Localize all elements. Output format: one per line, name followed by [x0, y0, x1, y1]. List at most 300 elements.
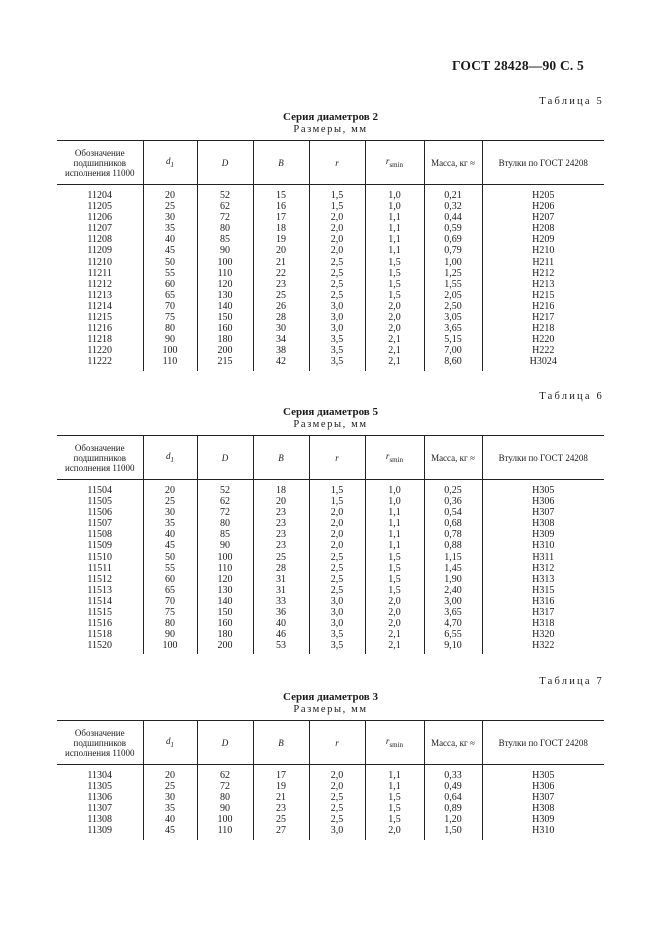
table-cell: 2,0 [309, 223, 365, 234]
table-row [57, 814, 604, 825]
table-cell: H317 [532, 607, 555, 619]
table-cell: 1,15 [424, 552, 482, 563]
table-cell: 60 [143, 279, 197, 290]
table-cell: 55 [143, 268, 197, 279]
table-cell: H309 [532, 814, 555, 826]
col-r [309, 141, 365, 185]
table-cell: 11512 [57, 574, 143, 585]
table-cell: 2,5 [309, 814, 365, 825]
table-cell: 2,0 [309, 540, 365, 551]
table-row [57, 518, 604, 529]
table-cell: 140 [197, 301, 253, 312]
table-cell: 1,5 [365, 814, 424, 825]
table-cell: 11514 [57, 596, 143, 607]
table-cell: 1,5 [365, 279, 424, 290]
table-cell: 90 [143, 334, 197, 345]
table-cell: 23 [253, 540, 309, 551]
table-cell: 11304 [57, 765, 143, 782]
table-cell: 6,55 [424, 629, 482, 640]
col-D [197, 721, 253, 765]
table-label: Таблица 7 [539, 676, 604, 687]
table-cell: 1,5 [309, 496, 365, 507]
table-cell: 21 [253, 792, 309, 803]
table-row [57, 334, 604, 345]
table-cell: H205 [532, 190, 555, 201]
table-cell: 2,5 [309, 257, 365, 268]
table-cell: 0,32 [424, 201, 482, 212]
table-cell: 11207 [57, 223, 143, 234]
col-d1-sub: 1 [170, 455, 174, 464]
table-cell: 9,10 [424, 640, 482, 654]
table-cell: 1,5 [365, 792, 424, 803]
table-cell: 18 [253, 223, 309, 234]
table-cell: 35 [143, 518, 197, 529]
table-cell: 33 [253, 596, 309, 607]
col-mass: Масса, кг ≈ [424, 721, 482, 765]
table-cell: 2,0 [365, 596, 424, 607]
table-cell: 20 [143, 480, 197, 497]
table-cell: 11515 [57, 607, 143, 618]
table-cell: 50 [143, 552, 197, 563]
table-cell: 110 [197, 825, 253, 839]
table-cell: 45 [143, 825, 197, 839]
table-cell: H308 [532, 803, 555, 815]
bearing-table [57, 720, 604, 840]
col-rsmin-sub: smin [389, 160, 404, 169]
table-cell: 11209 [57, 245, 143, 256]
col-d1-symbol: d [166, 735, 171, 746]
page-header: ГОСТ 28428—90 С. 5 [451, 58, 584, 73]
table-cell: 35 [143, 223, 197, 234]
table-cell: H308 [532, 518, 555, 530]
table-cell: 110 [197, 563, 253, 574]
table-cell: 3,5 [309, 345, 365, 356]
table-row [57, 496, 604, 507]
col-r [309, 436, 365, 480]
table-row [57, 301, 604, 312]
table-cell: 2,0 [365, 607, 424, 618]
table-cell: 30 [143, 212, 197, 223]
col-sleeves: Втулки по ГОСТ 24208 [482, 141, 604, 185]
table-cell: H312 [532, 562, 555, 574]
col-mass: Масса, кг ≈ [424, 141, 482, 185]
table-cell: 90 [197, 540, 253, 551]
table-cell: 120 [197, 574, 253, 585]
table-cell: 3,0 [309, 323, 365, 334]
table-cell: 26 [253, 301, 309, 312]
table-cell: 80 [197, 792, 253, 803]
table-label: Таблица 6 [539, 391, 604, 402]
table-cell: 0,79 [424, 245, 482, 256]
table-7-section [57, 676, 604, 840]
table-6-section [57, 391, 604, 654]
table-cell: 55 [143, 563, 197, 574]
table-cell: 60 [143, 574, 197, 585]
table-cell: 1,5 [365, 290, 424, 301]
table-cell: 0,49 [424, 781, 482, 792]
col-mass: Масса, кг ≈ [424, 436, 482, 480]
table-cell: 0,78 [424, 529, 482, 540]
table-cell: 3,0 [309, 607, 365, 618]
table-cell: 8,60 [424, 356, 482, 370]
table-cell: 160 [197, 323, 253, 334]
table-cell: 2,0 [309, 518, 365, 529]
table-cell: 11206 [57, 212, 143, 223]
table-row [57, 279, 604, 290]
table-row [57, 257, 604, 268]
table-cell: 85 [197, 234, 253, 245]
table-cell: 11211 [57, 268, 143, 279]
table-cell: 36 [253, 607, 309, 618]
col-r [309, 721, 365, 765]
table-cell: 130 [197, 290, 253, 301]
table-cell: 180 [197, 629, 253, 640]
table-cell: 2,5 [309, 552, 365, 563]
col-d1 [143, 721, 197, 765]
table-cell: 1,1 [365, 212, 424, 223]
table-cell: 52 [197, 185, 253, 202]
table-cell: 11212 [57, 279, 143, 290]
table-cell: 215 [197, 356, 253, 370]
table-cell: H222 [532, 345, 555, 357]
table-cell: 25 [253, 552, 309, 563]
table-cell: 27 [253, 825, 309, 839]
table-cell: H216 [532, 300, 555, 312]
table-cell: 1,1 [365, 540, 424, 551]
table-cell: 11508 [57, 529, 143, 540]
table-cell: 2,0 [309, 529, 365, 540]
col-d1-sub: 1 [170, 740, 174, 749]
table-cell: 1,1 [365, 223, 424, 234]
table-header-row [57, 436, 604, 480]
table-cell: 11305 [57, 781, 143, 792]
table-row [57, 212, 604, 223]
table-cell: H310 [532, 825, 555, 837]
table-cell: 130 [197, 585, 253, 596]
table-cell: H209 [532, 234, 555, 246]
sizes-caption: Размеры, мм [293, 419, 368, 430]
table-cell: 11218 [57, 334, 143, 345]
sizes-caption: Размеры, мм [293, 704, 368, 715]
table-cell: 200 [197, 640, 253, 654]
col-designation: Обозначение подшипников исполнения 11000 [57, 141, 143, 185]
table-cell: 3,5 [309, 356, 365, 370]
table-cell: H307 [532, 507, 555, 519]
series-title: Серия диаметров 5 [283, 406, 378, 418]
col-D [197, 436, 253, 480]
table-cell: 150 [197, 607, 253, 618]
table-cell: 11513 [57, 585, 143, 596]
table-cell: H3024 [529, 356, 557, 368]
table-cell: 1,20 [424, 814, 482, 825]
table-cell: 11511 [57, 563, 143, 574]
table-cell: 3,0 [309, 301, 365, 312]
table-cell: H309 [532, 529, 555, 541]
table-cell: 11215 [57, 312, 143, 323]
table-row [57, 312, 604, 323]
bearing-table [57, 435, 604, 654]
table-cell: 72 [197, 212, 253, 223]
table-cell: 1,1 [365, 765, 424, 782]
table-cell: 2,0 [365, 323, 424, 334]
table-row [57, 345, 604, 356]
table-cell: H306 [532, 496, 555, 508]
table-cell: 1,1 [365, 234, 424, 245]
table-cell: 46 [253, 629, 309, 640]
col-sleeves: Втулки по ГОСТ 24208 [482, 721, 604, 765]
table-row [57, 618, 604, 629]
table-cell: 40 [143, 234, 197, 245]
table-cell: 3,0 [309, 618, 365, 629]
table-cell: 75 [143, 312, 197, 323]
table-cell: H210 [532, 245, 555, 257]
table-cell: H215 [532, 289, 555, 301]
table-cell: H212 [532, 267, 555, 279]
table-cell: 0,89 [424, 803, 482, 814]
table-row [57, 629, 604, 640]
bearing-table [57, 140, 604, 371]
series-title: Серия диаметров 2 [283, 111, 378, 123]
col-rsmin [365, 436, 424, 480]
table-cell: 25 [253, 290, 309, 301]
col-D [197, 141, 253, 185]
table-cell: H218 [532, 323, 555, 335]
table-cell: 31 [253, 585, 309, 596]
table-cell: 16 [253, 201, 309, 212]
col-D-symbol: D [221, 737, 229, 748]
table-cell: H217 [532, 312, 555, 324]
table-cell: 23 [253, 507, 309, 518]
table-cell: 160 [197, 618, 253, 629]
table-cell: H316 [532, 595, 555, 607]
table-label: Таблица 5 [539, 96, 604, 107]
table-row [57, 223, 604, 234]
table-cell: 0,44 [424, 212, 482, 223]
table-cell: 65 [143, 585, 197, 596]
table-cell: 180 [197, 334, 253, 345]
table-cell: 11506 [57, 507, 143, 518]
table-cell: 3,65 [424, 323, 482, 334]
col-rsmin-sub: smin [389, 455, 404, 464]
table-cell: 1,5 [309, 201, 365, 212]
table-cell: 11216 [57, 323, 143, 334]
table-cell: 0,25 [424, 480, 482, 497]
col-r-symbol: r [335, 737, 339, 748]
table-cell: 1,1 [365, 507, 424, 518]
table-cell: 1,5 [365, 563, 424, 574]
table-cell: 0,54 [424, 507, 482, 518]
series-title: Серия диаметров 3 [283, 691, 378, 703]
table-cell: 2,1 [365, 640, 424, 654]
table-cell: 62 [197, 765, 253, 782]
col-rsmin-symbol: r [385, 155, 390, 166]
table-cell: 0,36 [424, 496, 482, 507]
table-cell: 11309 [57, 825, 143, 839]
table-row [57, 507, 604, 518]
table-cell: 11509 [57, 540, 143, 551]
table-header-row [57, 141, 604, 185]
table-cell: 0,69 [424, 234, 482, 245]
table-cell: 1,90 [424, 574, 482, 585]
table-cell: 2,5 [309, 585, 365, 596]
table-cell: 65 [143, 290, 197, 301]
table-cell: 1,5 [365, 574, 424, 585]
table-row [57, 825, 604, 839]
table-row [57, 596, 604, 607]
table-cell: 28 [253, 563, 309, 574]
col-d1 [143, 436, 197, 480]
table-cell: 40 [253, 618, 309, 629]
col-r-symbol: r [335, 157, 339, 168]
table-cell: 23 [253, 803, 309, 814]
table-cell: 45 [143, 540, 197, 551]
table-cell: 3,0 [309, 825, 365, 839]
table-cell: 2,1 [365, 629, 424, 640]
table-cell: 75 [143, 607, 197, 618]
table-cell: 100 [197, 257, 253, 268]
table-cell: H306 [532, 781, 555, 793]
table-cell: 31 [253, 574, 309, 585]
table-cell: 2,5 [309, 563, 365, 574]
table-cell: 40 [143, 814, 197, 825]
col-B-symbol: B [278, 157, 284, 168]
table-cell: 11307 [57, 803, 143, 814]
col-rsmin-symbol: r [385, 735, 390, 746]
table-cell: 1,0 [365, 201, 424, 212]
table-cell: 0,21 [424, 185, 482, 202]
table-cell: 17 [253, 212, 309, 223]
table-cell: H322 [532, 640, 555, 652]
table-cell: 100 [143, 640, 197, 654]
table-cell: 2,5 [309, 279, 365, 290]
table-cell: 2,0 [365, 618, 424, 629]
table-row [57, 290, 604, 301]
table-row [57, 574, 604, 585]
table-cell: 17 [253, 765, 309, 782]
col-rsmin [365, 721, 424, 765]
table-cell: 1,1 [365, 781, 424, 792]
table-cell: 72 [197, 781, 253, 792]
table-cell: 1,5 [365, 257, 424, 268]
table-cell: 140 [197, 596, 253, 607]
table-cell: 3,00 [424, 596, 482, 607]
table-cell: 11520 [57, 640, 143, 654]
table-row [57, 185, 604, 202]
table-cell: 42 [253, 356, 309, 370]
table-cell: 2,1 [365, 334, 424, 345]
table-cell: 0,33 [424, 765, 482, 782]
table-cell: 2,5 [309, 574, 365, 585]
table-cell: 0,59 [424, 223, 482, 234]
table-cell: 20 [253, 245, 309, 256]
col-D-symbol: D [221, 157, 229, 168]
table-cell: 0,88 [424, 540, 482, 551]
table-cell: 2,0 [309, 245, 365, 256]
table-cell: 7,00 [424, 345, 482, 356]
table-cell: 80 [143, 618, 197, 629]
table-cell: H313 [532, 573, 555, 585]
table-cell: 2,0 [365, 301, 424, 312]
col-B [253, 436, 309, 480]
table-cell: 53 [253, 640, 309, 654]
table-cell: 38 [253, 345, 309, 356]
table-cell: 15 [253, 185, 309, 202]
table-cell: 1,0 [365, 496, 424, 507]
table-cell: H211 [532, 256, 555, 268]
table-cell: 28 [253, 312, 309, 323]
table-cell: 11204 [57, 185, 143, 202]
table-cell: H305 [532, 485, 555, 496]
table-cell: 11213 [57, 290, 143, 301]
table-cell: 2,0 [309, 234, 365, 245]
table-cell: 90 [197, 245, 253, 256]
table-row [57, 640, 604, 654]
table-cell: 2,0 [309, 212, 365, 223]
table-cell: 45 [143, 245, 197, 256]
table-cell: 2,0 [309, 781, 365, 792]
col-designation: Обозначение подшипников исполнения 11000 [57, 436, 143, 480]
col-d1-symbol: d [166, 450, 171, 461]
table-cell: 11210 [57, 257, 143, 268]
table-cell: 20 [143, 185, 197, 202]
table-row [57, 201, 604, 212]
table-row [57, 563, 604, 574]
table-cell: 20 [253, 496, 309, 507]
table-cell: 11220 [57, 345, 143, 356]
table-cell: 11208 [57, 234, 143, 245]
table-cell: 80 [197, 518, 253, 529]
table-cell: 11306 [57, 792, 143, 803]
table-row [57, 585, 604, 596]
table-cell: 30 [143, 507, 197, 518]
table-cell: H206 [532, 201, 555, 213]
table-row [57, 781, 604, 792]
table-cell: H307 [532, 792, 555, 804]
table-cell: 25 [253, 814, 309, 825]
table-cell: 1,5 [365, 585, 424, 596]
table-cell: 70 [143, 301, 197, 312]
table-cell: 2,1 [365, 356, 424, 370]
table-cell: 1,55 [424, 279, 482, 290]
table-cell: H320 [532, 629, 555, 641]
table-cell: 11518 [57, 629, 143, 640]
table-cell: 80 [197, 223, 253, 234]
table-cell: H315 [532, 584, 555, 596]
table-cell: H311 [532, 551, 555, 563]
table-cell: 2,50 [424, 301, 482, 312]
table-cell: 25 [143, 201, 197, 212]
table-cell: 110 [143, 356, 197, 370]
table-cell: 85 [197, 529, 253, 540]
table-cell: 2,0 [309, 765, 365, 782]
table-cell: H220 [532, 334, 555, 346]
table-cell: H318 [532, 618, 555, 630]
table-cell: 11505 [57, 496, 143, 507]
table-cell: 2,0 [365, 312, 424, 323]
table-cell: 80 [143, 323, 197, 334]
table-cell: 3,5 [309, 640, 365, 654]
col-d1 [143, 141, 197, 185]
table-cell: 2,0 [365, 825, 424, 839]
table-row [57, 803, 604, 814]
table-cell: 100 [197, 814, 253, 825]
table-cell: 23 [253, 518, 309, 529]
table-cell: 100 [197, 552, 253, 563]
table-cell: 1,1 [365, 245, 424, 256]
col-rsmin-symbol: r [385, 450, 390, 461]
table-cell: 23 [253, 279, 309, 290]
table-cell: 1,5 [309, 185, 365, 202]
